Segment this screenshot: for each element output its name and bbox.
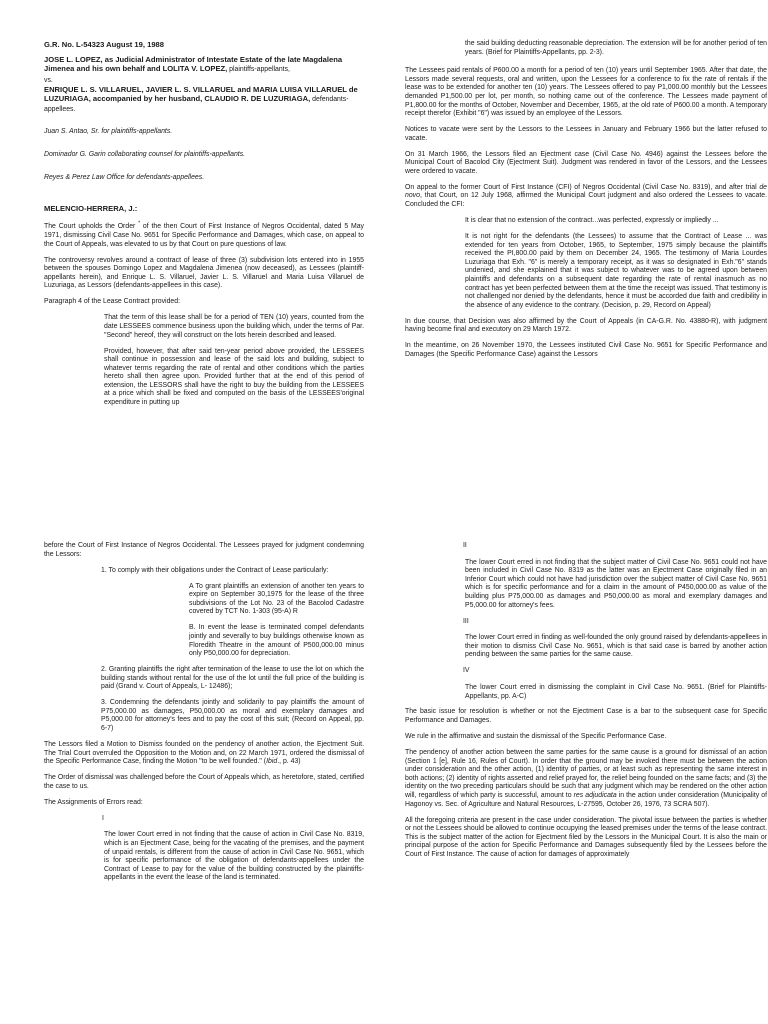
block-quote: It is not right for the defendants (the Lessees) to assume that the Contract of Lease ... was extended for ten years from October, 1965, to September, 1975 simply because the plaintiffs received the PI,800.00 paid by them on December 24, 1965. The testimony of Maria Lourdes Luzuriaga that Exh. "6" is merely a temporary receipt, as it was so designated in Exh."6" stands undenied, and she explained that it was subject to whatever was to be agreed upon between plaintiffs and defendants on a subsequent date regarding the rate of rental inasmuch as no contract has yet been perfected between them at the time the receipt was issued. That testimony is not challenged nor denied by the defendants, hence it must be accorded due faith and credibility in the absence of any evidence to the contrary. (Decision, p. 29, Record on Appeal) bbox=[465, 233, 767, 309]
page1-left-column bbox=[44, 40, 364, 415]
paragraph: Notices to vacate were sent by the Lessors to the Lessees in January and February 1966 but the latter refused to vacate. bbox=[405, 126, 767, 142]
block-quote: the said building deducting reasonable depreciation. The extension will be for another period of ten years. (Brief for Plaintiffs-Appellants, pp. 2-3). bbox=[465, 40, 767, 56]
paragraph: before the Court of First Instance of Negros Occidental. The Lessees prayed for judgment condemning the Lessors: bbox=[44, 542, 364, 558]
appellants-names: JOSE L. LOPEZ, as Judicial Administrator of Intestate Estate of the late Magdalena Jimenea and his own behalf and LOLITA V. LOPEZ, bbox=[44, 55, 343, 74]
block-quote: That the term of this lease shall be for a period of TEN (10) years, counted from the date LESSEES commence business upon the building which, under the terms of Par. "Second" hereof, they will construct on the lots herein described and leased. bbox=[104, 314, 364, 339]
ponente: MELENCIO-HERRERA, J.: bbox=[44, 204, 138, 214]
counsel-line-2: Dominador G. Garin collaborating counsel for plaintiffs-appellants. bbox=[44, 151, 246, 159]
paragraph: In due course, that Decision was also affirmed by the Court of Appeals (in CA-G.R. No. 43880-R), with judgment having become final and executory on 29 March 1972. bbox=[405, 317, 767, 334]
prayer-subitem: A To grant plaintiffs an extension of another ten years to expire on September 30,1975 for the lease of the three subdivisions of the Lot No. 23 of the Bacolod Cadastre covered by TCT No. 1-303 (95-A) R bbox=[189, 582, 364, 616]
paragraph: The Lessors filed a Motion to Dismiss founded on the pendency of another action, the Ejectment Suit. The Trial Court overruled the Opposition to the Motion and, on 22 March 1971, ordered the dismissal of the Specific Performance Case, finding the Motion "to be well founded." (Ibid., p. 43) bbox=[44, 741, 364, 766]
error-text: The lower Court erred in finding as well-founded the only ground raised by defendants-appellees in their motion to dismiss Civil Case No. 9651, which is that said case is barred by another action pending between the same parties for the same cause. bbox=[465, 634, 767, 659]
appellees-names: ENRIQUE L. S. VILLARUEL, JAVIER L. S. VILLARUEL and MARIA LUISA VILLARUEL de LUZURIAGA, accompanied by her husband, CLAUDIO R. DE LUZURIAGA, bbox=[44, 84, 358, 104]
error-text: The lower Court erred in not finding that the subject matter of Civil Case No. 9651 could not have been included in Civil Case No. 8319 as the latter was an Ejectment Case originally filed in an Inferior Court which could not have had jurisdiction over the subject matter of Civil Case No. 9651 which is for specific performance and for a claim in the amount of P450,000.00 as value of the building plus P75,000.00 as damages and P50,000.00 as moral and exemplary damages and P5,000.00 for attorney's fees. bbox=[465, 558, 767, 609]
case-parties bbox=[44, 55, 364, 114]
error-numeral: II bbox=[463, 542, 467, 549]
prayer-item: 1. To comply with their obligations under the Contract of Lease particularly: bbox=[101, 566, 329, 574]
paragraph: We rule in the affirmative and sustain the dismissal of the Specific Performance Case. bbox=[405, 733, 667, 741]
block-quote: Provided, however, that after said ten-year period above provided, the LESSEES shall continue in possession and lease of the said lots and building, subject to whatever terms regarding the rate of rental and other conditions which the parties hereto shall then agree upon. Provided further that at the end of this period of extension, the LESSORS shall have the right to buy the building from the LESSEES at a price which shall be fixed and computed on the basis of the LESSEES'original expenditure in putting up bbox=[104, 347, 364, 407]
error-text: The lower Court erred in not finding that the cause of action in Civil Case No. 8319, which is an Ejectment Case, being for the vacating of the premises, and the payment of unpaid rentals, is different from the cause of action in Civil Case No. 9651, which is for specific performance of the obligation of defendants-appellees under the Contract of Lease to pay for the value of the building constructed by the plaintiffs-appellants in the event the lease of the land is terminated. bbox=[104, 831, 364, 882]
page2-left-column bbox=[44, 542, 364, 890]
counsel-line-1: Juan S. Antao, Sr. for plaintiffs-appellants. bbox=[44, 128, 173, 136]
paragraph: The Order of dismissal was challenged before the Court of Appeals which, as heretofore, stated, certified the case to us. bbox=[44, 774, 364, 790]
paragraph: The Court upholds the Order * of the then Court of First Instance of Negros Occidental, dated 5 May 1971, dismissing Civil Case No. 9651 for Specific Performance and Damages, which case, on appeal to the Court of Appeals, was elevated to us by that Court on pure questions of law. bbox=[44, 221, 364, 248]
prayer-item: 3. Condemning the defendants jointly and solidarily to pay plaintiffs the amount of P75,000.00 as damages, P50,000.00 as moral and exemplary damages and P5,000.00 for attorney's fees and to pay the cost of this suit; (Record on Appeal, pp. 6-7) bbox=[101, 699, 364, 733]
prayer-item: 2. Granting plaintiffs the right after termination of the lease to use the lot on which the building stands without rental for the use of the lot until the full price of the building is paid (Grand v. Court of Appeals, L- 12486); bbox=[101, 666, 364, 691]
error-numeral: IV bbox=[463, 667, 470, 675]
appellants-role: plaintiffs-appellants, bbox=[227, 66, 290, 74]
document-page-1 bbox=[0, 12, 768, 512]
versus-text: vs. bbox=[44, 76, 53, 84]
paragraph: The controversy revolves around a contract of lease of three (3) subdivision lots entered into in 1955 between the spouses Domingo Lopez and Magdalena Jimenea (now deceased), as Lessees (plaintiff-appellants herein), and Enrique L. S. Villaruel, Javier L. S. Villaruel and Maria Luisa Villaruel de Luzuriaga, as Lessors (defendants-appellees in this case). bbox=[44, 256, 364, 290]
paragraph: The Lessees paid rentals of P600.00 a month for a period of ten (10) years until September 1965. After that date, the Lessors made several requests, oral and written, upon the Lessees for a conference to fix the rate of rentals if the lease was to be extended for another ten (10) years. The Lessees offered to pay P1,000.00 monthly but the Lessees demanded P1,500.00 per lot, per month, so nothing came out of the conference. The Lessees made payment of P1,800.00 for the months of October, November and December, 1965, at the old rate of P600.00 a month. A temporary receipt therefor (Exhibit "6") was issued by an employee of the Lessors. bbox=[405, 67, 767, 118]
block-quote: It is clear that no extension of the contract...was perfected, expressly or impliedly ... bbox=[465, 217, 719, 225]
paragraph: The basic issue for resolution is whether or not the Ejectment Case is a bar to the subsequent case for Specific Performance and Damages. bbox=[405, 708, 767, 725]
paragraph: Paragraph 4 of the Lease Contract provided: bbox=[44, 298, 180, 306]
document-page-2 bbox=[0, 530, 768, 1024]
paragraph: All the foregoing criteria are present in the case under consideration. The pivotal issue between the parties is whether or not the Lessees should be allowed to continue occupying the leased premises under the terms of the lease contract. This is the subject matter of the action for Ejectment filed by the Lessors in the Municipal Court. It is also the main or principal purpose of the action for Specific Performance and Damages subsequently filed by the Lessees before the Court of First Instance. The cause of action for damages of approximately bbox=[405, 816, 767, 858]
error-numeral: III bbox=[463, 617, 469, 625]
error-numeral: I bbox=[102, 814, 104, 822]
prayer-subitem: B. In event the lease is terminated compel defendants jointly and severally to buy buildings otherwise known as Floredith Theatre in the amount of P500,000.00 minus only P50,000.00 for depreciation. bbox=[189, 624, 364, 658]
counsel-line-3: Reyes & Perez Law Office for defendants-appellees. bbox=[44, 173, 205, 181]
footnote-mark: * bbox=[138, 221, 141, 228]
page1-right-column bbox=[405, 40, 767, 367]
page2-right-column bbox=[405, 542, 767, 867]
paragraph: The pendency of another action between the same parties for the same cause is a ground for dismissal of an action (Section 1 [e], Rule 16, Rules of Court). In order that the ground may be invoked there must be between the action under consideration and the other action, (1) identity of parties, or at least such as representing the same interest in both actions; (2) identity of rights asserted and relief prayed for, the relief being founded on the same facts; and (3) the identity on the two preceding particulars should be such that any judgment which may be rendered on the other action will, regardless of which party is successful, amount to res adjudicata in the action under consideration (Municipality of Hagonoy vs. Sec. of Agriculture and Natural Resources, L-27595, October 26, 1976, 73 SCRA 507). bbox=[405, 749, 768, 808]
error-text: The lower Court erred in dismissing the complaint in Civil Case No. 9651. (Brief for Plaintiffs-Appellants, pp. A-C) bbox=[465, 683, 767, 700]
appellees-role: defendants-appellees. bbox=[44, 96, 349, 114]
paragraph: On appeal to the former Court of First Instance (CFI) of Negros Occidental (Civil Case No. 8319), and after trial de novo, that Court, on 12 July 1968, affirmed the Municipal Court judgment and also ordered the Lessees to vacate. Concluded the CFI: bbox=[405, 183, 767, 209]
paragraph: The Assignments of Errors read: bbox=[44, 798, 143, 806]
case-number: G.R. No. L-54323 August 19, 1988 bbox=[44, 40, 164, 49]
paragraph: In the meantime, on 26 November 1970, the Lessees instituted Civil Case No. 9651 for Specific Performance and Damages (the Specific Performance Case) against the Lessors bbox=[405, 342, 767, 358]
paragraph: On 31 March 1966, the Lessors filed an Ejectment case (Civil Case No. 4946) against the Lessees before the Municipal Court of Bacolod City (Ejectment Suit). Judgment was rendered in favor of the Lessors, and the Lessees were ordered to vacate. bbox=[405, 150, 767, 175]
